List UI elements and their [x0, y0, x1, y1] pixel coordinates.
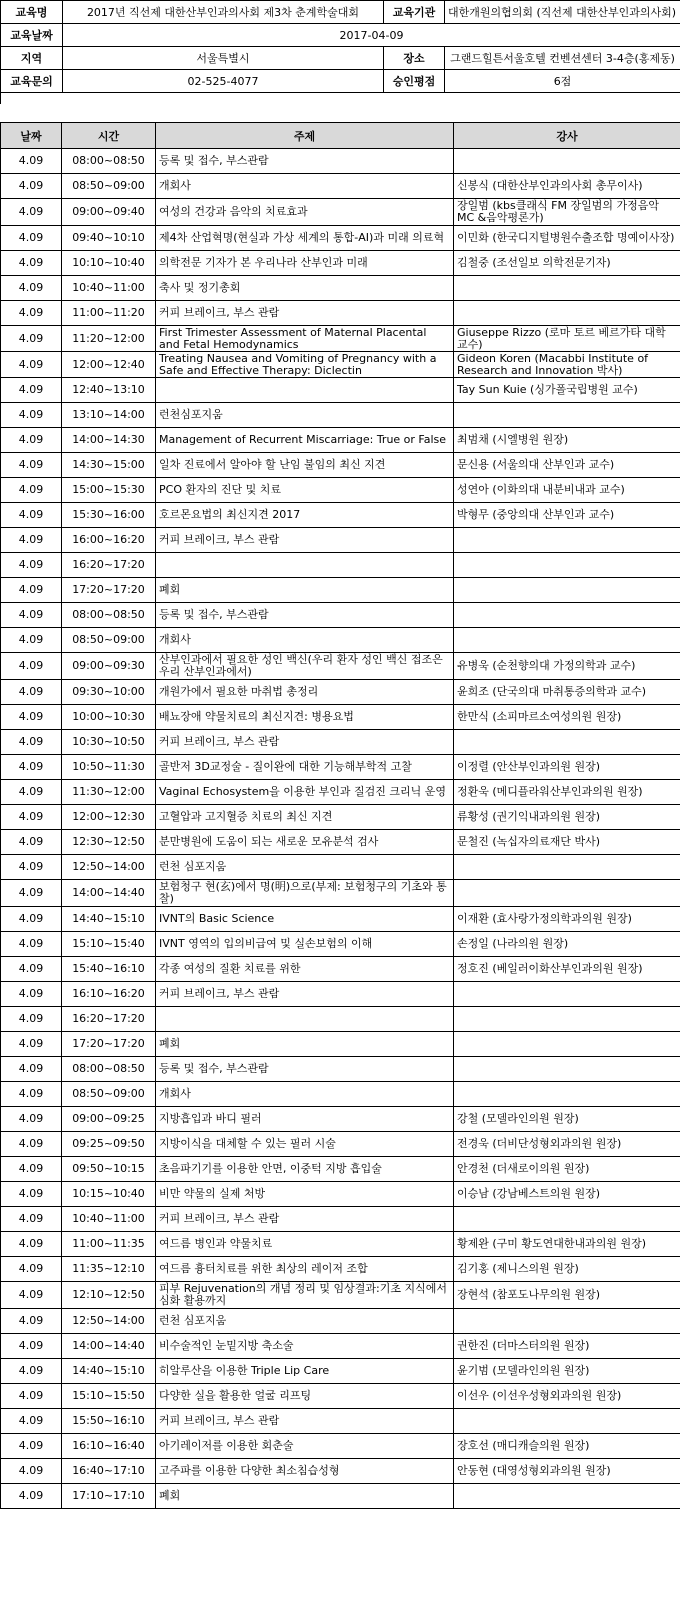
row-time: 14:30~15:00: [62, 453, 156, 478]
course-name-value: 2017년 직선제 대한산부인과의사회 제3차 춘계학술대회: [63, 1, 384, 24]
row-time: 11:35~12:10: [62, 1257, 156, 1282]
row-topic: 비수술적인 눈밑지방 축소술: [156, 1334, 454, 1359]
table-row: [1, 1157, 680, 1182]
row-time: 10:00~10:30: [62, 705, 156, 730]
row-date: 4.09: [1, 1334, 62, 1359]
table-row: [1, 1007, 680, 1032]
course-date-row: [1, 24, 680, 47]
row-date: 4.09: [1, 880, 62, 907]
table-row: [1, 378, 680, 403]
row-speaker: [454, 1484, 680, 1509]
row-speaker: 신봉식 (대한산부인과의사회 총무이사): [454, 174, 680, 199]
row-time: 17:20~17:20: [62, 1032, 156, 1057]
row-time: 14:40~15:10: [62, 1359, 156, 1384]
row-date: 4.09: [1, 1409, 62, 1434]
row-topic: First Trimester Assessment of Maternal Placental and Fetal Hemodynamics: [156, 326, 454, 352]
row-time: 08:00~08:50: [62, 1057, 156, 1082]
row-speaker: 윤기범 (모델라인의원 원장): [454, 1359, 680, 1384]
row-speaker: [454, 301, 680, 326]
row-time: 15:10~15:40: [62, 932, 156, 957]
row-time: 08:50~09:00: [62, 628, 156, 653]
row-speaker: 성연아 (이화의대 내분비내과 교수): [454, 478, 680, 503]
table-row: [1, 907, 680, 932]
row-topic: 분만병원에 도움이 되는 새로운 모유분석 검사: [156, 830, 454, 855]
row-topic: 산부인과에서 필요한 성인 백신(우리 환자 성인 백신 접조은 우리 산부인과에서): [156, 653, 454, 680]
row-speaker: [454, 628, 680, 653]
row-date: 4.09: [1, 578, 62, 603]
row-speaker: 장일범 (kbs클래식 FM 장일범의 가정음악 MC &음악평론가): [454, 199, 680, 226]
row-date: 4.09: [1, 1384, 62, 1409]
info-spacer-row: [1, 93, 680, 105]
row-topic: 개회사: [156, 1082, 454, 1107]
table-row: [1, 880, 680, 907]
row-topic: 여드름 병인과 약물치료: [156, 1232, 454, 1257]
row-topic: 런천심포지움: [156, 403, 454, 428]
row-speaker: 정호진 (베일러이화산부인과의원 원장): [454, 957, 680, 982]
row-speaker: [454, 1057, 680, 1082]
header-speaker: 강사: [454, 123, 680, 149]
row-topic: 폐회: [156, 1032, 454, 1057]
table-row: [1, 149, 680, 174]
row-topic: 비만 약물의 실제 처방: [156, 1182, 454, 1207]
row-date: 4.09: [1, 1182, 62, 1207]
table-row: [1, 1384, 680, 1409]
course-score-label: 승인평점: [384, 70, 445, 93]
row-speaker: Giuseppe Rizzo (로마 토르 베르가타 대학 교수): [454, 326, 680, 352]
table-row: [1, 199, 680, 226]
row-date: 4.09: [1, 1309, 62, 1334]
row-topic: 커피 브레이크, 부스 관람: [156, 730, 454, 755]
table-row: [1, 1409, 680, 1434]
row-date: 4.09: [1, 932, 62, 957]
row-time: 16:20~17:20: [62, 1007, 156, 1032]
table-row: [1, 830, 680, 855]
row-date: 4.09: [1, 705, 62, 730]
row-speaker: Tay Sun Kuie (싱가폴국립병원 교수): [454, 378, 680, 403]
row-speaker: Gideon Koren (Macabbi Institute of Research and Innovation 박사): [454, 352, 680, 378]
table-row: [1, 578, 680, 603]
row-date: 4.09: [1, 226, 62, 251]
row-speaker: 문철진 (녹십자의료재단 박사): [454, 830, 680, 855]
row-topic: 지방이식을 대체할 수 있는 필러 시술: [156, 1132, 454, 1157]
course-region-row: [1, 47, 680, 70]
course-org-label: 교육기관: [384, 1, 445, 24]
header-topic: 주제: [156, 123, 454, 149]
row-topic: [156, 378, 454, 403]
row-topic: 히알루산을 이용한 Triple Lip Care: [156, 1359, 454, 1384]
row-date: 4.09: [1, 453, 62, 478]
table-row: [1, 653, 680, 680]
course-info-table: [0, 0, 680, 104]
info-spacer: [1, 93, 680, 105]
row-topic: 여성의 건강과 음악의 치료효과: [156, 199, 454, 226]
table-row: [1, 730, 680, 755]
row-date: 4.09: [1, 603, 62, 628]
row-date: 4.09: [1, 855, 62, 880]
row-date: 4.09: [1, 199, 62, 226]
row-topic: 보험청구 현(玄)에서 명(明)으로(부제: 보험청구의 기초와 통찰): [156, 880, 454, 907]
row-speaker: [454, 1207, 680, 1232]
table-row: [1, 1207, 680, 1232]
row-time: 09:30~10:00: [62, 680, 156, 705]
table-row: [1, 628, 680, 653]
row-time: 10:50~11:30: [62, 755, 156, 780]
row-topic: 커피 브레이크, 부스 관람: [156, 1409, 454, 1434]
row-date: 4.09: [1, 755, 62, 780]
row-speaker: 이정렬 (안산부인과의원 원장): [454, 755, 680, 780]
row-topic: IVNT 영역의 입의비급여 및 실손보험의 이해: [156, 932, 454, 957]
row-topic: 호르몬요법의 최신지견 2017: [156, 503, 454, 528]
table-row: [1, 1459, 680, 1484]
row-time: 10:15~10:40: [62, 1182, 156, 1207]
table-row: [1, 428, 680, 453]
row-speaker: [454, 276, 680, 301]
row-date: 4.09: [1, 1257, 62, 1282]
row-time: 12:40~13:10: [62, 378, 156, 403]
table-row: [1, 453, 680, 478]
row-time: 15:50~16:10: [62, 1409, 156, 1434]
row-topic: 폐회: [156, 578, 454, 603]
table-row: [1, 1309, 680, 1334]
row-time: 15:40~16:10: [62, 957, 156, 982]
course-contact-row: [1, 70, 680, 93]
row-date: 4.09: [1, 478, 62, 503]
row-time: 11:20~12:00: [62, 326, 156, 352]
row-topic: 축사 및 정기총회: [156, 276, 454, 301]
row-date: 4.09: [1, 1082, 62, 1107]
row-speaker: 황제완 (구미 황도연대한내과의원 원장): [454, 1232, 680, 1257]
table-row: [1, 1359, 680, 1384]
row-date: 4.09: [1, 1459, 62, 1484]
row-time: 11:30~12:00: [62, 780, 156, 805]
row-date: 4.09: [1, 1057, 62, 1082]
row-date: 4.09: [1, 503, 62, 528]
row-speaker: [454, 1409, 680, 1434]
course-name-row: [1, 1, 680, 24]
row-speaker: 윤희조 (단국의대 마취통증의학과 교수): [454, 680, 680, 705]
row-date: 4.09: [1, 1107, 62, 1132]
row-speaker: 문신용 (서울의대 산부인과 교수): [454, 453, 680, 478]
row-speaker: 이재환 (효사랑가정의학과의원 원장): [454, 907, 680, 932]
table-row: [1, 1107, 680, 1132]
row-date: 4.09: [1, 1157, 62, 1182]
row-speaker: 김기홍 (제니스의원 원장): [454, 1257, 680, 1282]
table-row: [1, 553, 680, 578]
row-speaker: 장현석 (참포도나무의원 원장): [454, 1282, 680, 1309]
table-row: [1, 1032, 680, 1057]
row-topic: 초음파기기를 이용한 안면, 이중턱 지방 흡입술: [156, 1157, 454, 1182]
course-contact-label: 교육문의: [1, 70, 63, 93]
row-topic: 커피 브레이크, 부스 관람: [156, 528, 454, 553]
table-row: [1, 1334, 680, 1359]
table-row: [1, 1232, 680, 1257]
row-time: 17:10~17:10: [62, 1484, 156, 1509]
course-org-value: 대한개원의협의회 (직선제 대한산부인과의사회): [445, 1, 680, 24]
table-row: [1, 705, 680, 730]
row-topic: PCO 환자의 진단 및 치료: [156, 478, 454, 503]
row-speaker: [454, 855, 680, 880]
row-speaker: 이승남 (강남베스트의원 원장): [454, 1182, 680, 1207]
row-topic: IVNT의 Basic Science: [156, 907, 454, 932]
row-topic: 지방흡입과 바디 필러: [156, 1107, 454, 1132]
row-date: 4.09: [1, 780, 62, 805]
row-time: 12:50~14:00: [62, 1309, 156, 1334]
row-topic: 폐회: [156, 1484, 454, 1509]
row-time: 08:50~09:00: [62, 1082, 156, 1107]
row-date: 4.09: [1, 1484, 62, 1509]
course-place-value: 그랜드힐튼서울호텔 컨벤션센터 3-4층(홍제동): [445, 47, 680, 70]
row-date: 4.09: [1, 1132, 62, 1157]
row-speaker: [454, 578, 680, 603]
table-row: [1, 174, 680, 199]
row-date: 4.09: [1, 830, 62, 855]
table-row: [1, 326, 680, 352]
row-topic: [156, 553, 454, 578]
table-row: [1, 226, 680, 251]
row-date: 4.09: [1, 1282, 62, 1309]
row-time: 14:00~14:40: [62, 1334, 156, 1359]
row-time: 08:00~08:50: [62, 603, 156, 628]
table-row: [1, 1257, 680, 1282]
row-time: 14:00~14:40: [62, 880, 156, 907]
row-time: 14:00~14:30: [62, 428, 156, 453]
table-row: [1, 932, 680, 957]
row-time: 10:10~10:40: [62, 251, 156, 276]
table-row: [1, 780, 680, 805]
row-speaker: 최범채 (시엘병원 원장): [454, 428, 680, 453]
row-time: 12:00~12:30: [62, 805, 156, 830]
row-time: 16:00~16:20: [62, 528, 156, 553]
table-row: [1, 957, 680, 982]
row-topic: 등록 및 접수, 부스관람: [156, 1057, 454, 1082]
table-row: [1, 352, 680, 378]
row-time: 09:50~10:15: [62, 1157, 156, 1182]
row-time: 12:30~12:50: [62, 830, 156, 855]
row-speaker: [454, 1082, 680, 1107]
row-time: 09:25~09:50: [62, 1132, 156, 1157]
row-date: 4.09: [1, 1434, 62, 1459]
table-row: [1, 403, 680, 428]
row-time: 08:50~09:00: [62, 174, 156, 199]
row-date: 4.09: [1, 378, 62, 403]
row-time: 11:00~11:20: [62, 301, 156, 326]
row-time: 15:10~15:50: [62, 1384, 156, 1409]
row-date: 4.09: [1, 352, 62, 378]
course-date-label: 교육날짜: [1, 24, 63, 47]
row-date: 4.09: [1, 528, 62, 553]
row-topic: 커피 브레이크, 부스 관람: [156, 301, 454, 326]
table-row: [1, 755, 680, 780]
row-date: 4.09: [1, 653, 62, 680]
course-score-value: 6점: [445, 70, 680, 93]
row-topic: 개원가에서 필요한 마취법 총정리: [156, 680, 454, 705]
row-speaker: 김철중 (조선일보 의학전문기자): [454, 251, 680, 276]
row-topic: Vaginal Echosystem을 이용한 부인과 질검진 크리닉 운영: [156, 780, 454, 805]
row-time: 10:40~11:00: [62, 1207, 156, 1232]
row-speaker: 장호선 (매디캐슬의원 원장): [454, 1434, 680, 1459]
row-date: 4.09: [1, 1007, 62, 1032]
row-time: 14:40~15:10: [62, 907, 156, 932]
row-time: 10:40~11:00: [62, 276, 156, 301]
row-date: 4.09: [1, 907, 62, 932]
row-speaker: 안경천 (더새로이의원 원장): [454, 1157, 680, 1182]
row-speaker: 유병욱 (순천향의대 가정의학과 교수): [454, 653, 680, 680]
row-time: 09:00~09:30: [62, 653, 156, 680]
row-speaker: 이선우 (이선우성형외과의원 원장): [454, 1384, 680, 1409]
row-topic: [156, 1007, 454, 1032]
row-speaker: 강철 (모델라인의원 원장): [454, 1107, 680, 1132]
row-date: 4.09: [1, 149, 62, 174]
row-time: 15:00~15:30: [62, 478, 156, 503]
table-row: [1, 603, 680, 628]
row-date: 4.09: [1, 1207, 62, 1232]
row-date: 4.09: [1, 680, 62, 705]
row-time: 17:20~17:20: [62, 578, 156, 603]
row-time: 16:20~17:20: [62, 553, 156, 578]
row-date: 4.09: [1, 957, 62, 982]
row-speaker: 손정일 (나라의원 원장): [454, 932, 680, 957]
row-topic: 런천 심포지움: [156, 1309, 454, 1334]
row-speaker: [454, 1032, 680, 1057]
row-speaker: 정환욱 (메디플라워산부인과의원 원장): [454, 780, 680, 805]
row-date: 4.09: [1, 1232, 62, 1257]
row-time: 09:00~09:40: [62, 199, 156, 226]
row-date: 4.09: [1, 403, 62, 428]
course-name-label: 교육명: [1, 1, 63, 24]
table-row: [1, 982, 680, 1007]
row-topic: 아기레이저를 이용한 회춘술: [156, 1434, 454, 1459]
row-speaker: [454, 982, 680, 1007]
row-time: 16:10~16:20: [62, 982, 156, 1007]
row-topic: 등록 및 접수, 부스관람: [156, 603, 454, 628]
row-date: 4.09: [1, 1032, 62, 1057]
row-time: 08:00~08:50: [62, 149, 156, 174]
row-speaker: [454, 730, 680, 755]
row-speaker: [454, 528, 680, 553]
table-row: [1, 503, 680, 528]
row-time: 16:40~17:10: [62, 1459, 156, 1484]
row-topic: 각종 여성의 질환 치료를 위한: [156, 957, 454, 982]
course-contact-value: 02-525-4077: [63, 70, 384, 93]
table-row: [1, 680, 680, 705]
row-date: 4.09: [1, 276, 62, 301]
table-row: [1, 528, 680, 553]
table-row: [1, 1484, 680, 1509]
row-topic: 커피 브레이크, 부스 관람: [156, 1207, 454, 1232]
row-speaker: 박형무 (중앙의대 산부인과 교수): [454, 503, 680, 528]
row-date: 4.09: [1, 428, 62, 453]
row-topic: 개회사: [156, 174, 454, 199]
row-date: 4.09: [1, 730, 62, 755]
row-date: 4.09: [1, 1359, 62, 1384]
row-topic: 피부 Rejuvenation의 개념 정리 및 임상결과:기초 지식에서 심화 활용까지: [156, 1282, 454, 1309]
row-date: 4.09: [1, 174, 62, 199]
table-row: [1, 1082, 680, 1107]
header-date: 날짜: [1, 123, 62, 149]
row-time: 10:30~10:50: [62, 730, 156, 755]
table-row: [1, 1282, 680, 1309]
row-speaker: 안동현 (대영성형외과의원 원장): [454, 1459, 680, 1484]
row-time: 09:00~09:25: [62, 1107, 156, 1132]
table-row: [1, 1132, 680, 1157]
table-row: [1, 805, 680, 830]
row-speaker: [454, 149, 680, 174]
row-speaker: 이민화 (한국디지털병원수출조합 명예이사장): [454, 226, 680, 251]
row-topic: 개회사: [156, 628, 454, 653]
row-date: 4.09: [1, 982, 62, 1007]
row-speaker: [454, 603, 680, 628]
row-topic: Management of Recurrent Miscarriage: True or False: [156, 428, 454, 453]
row-speaker: [454, 1309, 680, 1334]
row-date: 4.09: [1, 553, 62, 578]
row-speaker: [454, 403, 680, 428]
schedule-header-row: [1, 123, 680, 149]
row-speaker: [454, 553, 680, 578]
row-time: 15:30~16:00: [62, 503, 156, 528]
course-place-label: 장소: [384, 47, 445, 70]
row-topic: 제4차 산업혁명(현실과 가상 세계의 통합-AI)과 미래 의료혁: [156, 226, 454, 251]
row-topic: 배뇨장애 약물치료의 최신지견: 병용요법: [156, 705, 454, 730]
course-region-label: 지역: [1, 47, 63, 70]
row-topic: 커피 브레이크, 부스 관람: [156, 982, 454, 1007]
table-row: [1, 251, 680, 276]
course-date-value: 2017-04-09: [63, 24, 680, 47]
row-topic: 다양한 실을 활용한 얼굴 리프팅: [156, 1384, 454, 1409]
row-date: 4.09: [1, 326, 62, 352]
schedule-table: [0, 122, 680, 1509]
row-date: 4.09: [1, 628, 62, 653]
table-row: [1, 478, 680, 503]
table-row: [1, 301, 680, 326]
row-time: 12:10~12:50: [62, 1282, 156, 1309]
table-row: [1, 1057, 680, 1082]
row-topic: 고주파를 이용한 다양한 최소침습성형: [156, 1459, 454, 1484]
row-topic: 여드름 흉터치료를 위한 최상의 레이저 조합: [156, 1257, 454, 1282]
row-topic: 고혈압과 고지혈증 치료의 최신 지견: [156, 805, 454, 830]
row-time: 11:00~11:35: [62, 1232, 156, 1257]
row-speaker: 류황성 (권기익내과의원 원장): [454, 805, 680, 830]
row-date: 4.09: [1, 805, 62, 830]
row-time: 13:10~14:00: [62, 403, 156, 428]
row-speaker: [454, 1007, 680, 1032]
row-time: 12:50~14:00: [62, 855, 156, 880]
row-speaker: 한만식 (소피마르소여성의원 원장): [454, 705, 680, 730]
row-speaker: 전경욱 (더비단성형외과의원 원장): [454, 1132, 680, 1157]
row-topic: 런천 심포지움: [156, 855, 454, 880]
row-topic: 골반저 3D교정술 - 질이완에 대한 기능해부학적 고찰: [156, 755, 454, 780]
table-row: [1, 855, 680, 880]
row-topic: 일차 진료에서 알아야 할 난임 불임의 최신 지견: [156, 453, 454, 478]
row-time: 09:40~10:10: [62, 226, 156, 251]
row-topic: 등록 및 접수, 부스관람: [156, 149, 454, 174]
row-date: 4.09: [1, 301, 62, 326]
row-speaker: [454, 880, 680, 907]
schedule-body: [1, 149, 680, 1509]
table-row: [1, 1182, 680, 1207]
row-topic: 의학전문 기자가 본 우리나라 산부인과 미래: [156, 251, 454, 276]
course-region-value: 서울특별시: [63, 47, 384, 70]
row-speaker: 권한진 (더마스터의원 원장): [454, 1334, 680, 1359]
table-row: [1, 276, 680, 301]
row-time: 12:00~12:40: [62, 352, 156, 378]
header-time: 시간: [62, 123, 156, 149]
row-time: 16:10~16:40: [62, 1434, 156, 1459]
row-date: 4.09: [1, 251, 62, 276]
table-row: [1, 1434, 680, 1459]
row-topic: Treating Nausea and Vomiting of Pregnancy with a Safe and Effective Therapy: Diclectin: [156, 352, 454, 378]
